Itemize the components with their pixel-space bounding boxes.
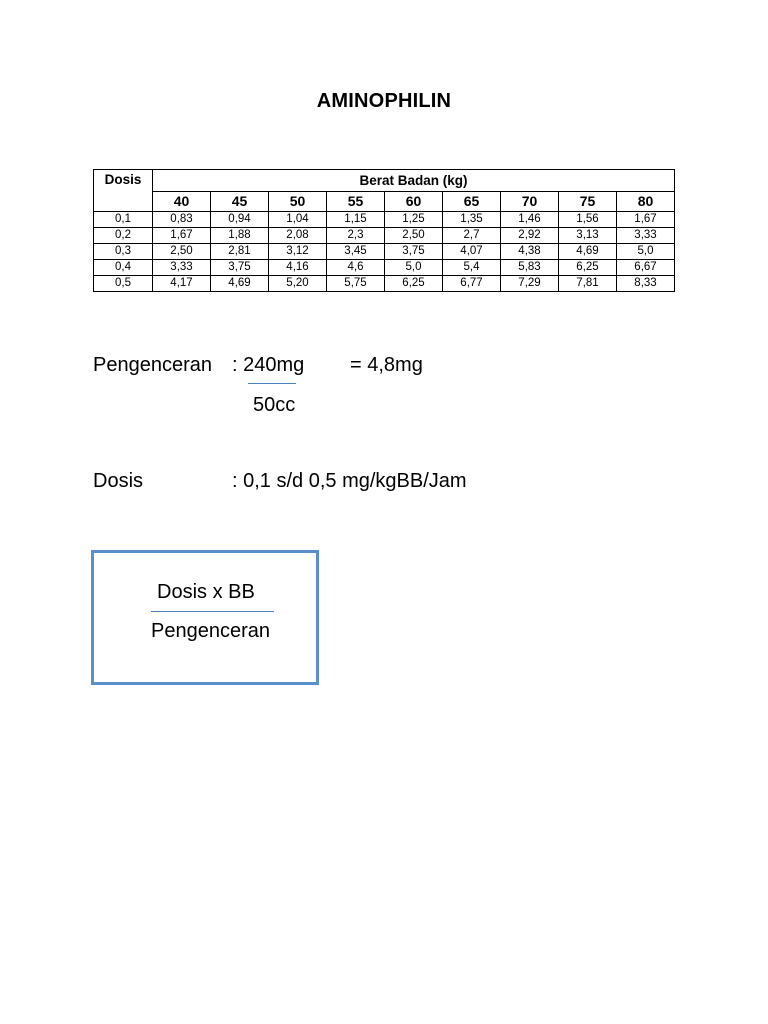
weight-group-header: Berat Badan (kg) — [153, 170, 675, 192]
value-cell: 4,38 — [501, 244, 559, 260]
table-row — [94, 276, 675, 292]
value-cell: 2,50 — [153, 244, 211, 260]
weight-header-row — [94, 192, 675, 212]
value-cell: 3,75 — [211, 260, 269, 276]
value-cell: 5,4 — [443, 260, 501, 276]
weight-header-cell: 75 — [559, 192, 617, 212]
dose-cell: 0,4 — [94, 260, 153, 276]
value-cell: 3,33 — [153, 260, 211, 276]
formula-numerator: Dosis x BB — [157, 581, 255, 603]
value-cell: 1,88 — [211, 228, 269, 244]
weight-header-cell: 60 — [385, 192, 443, 212]
value-cell: 3,13 — [559, 228, 617, 244]
value-cell: 7,29 — [501, 276, 559, 292]
weight-header-cell: 50 — [269, 192, 327, 212]
pengenceran-numerator: : 240mg — [232, 354, 305, 376]
dosis-label: Dosis — [93, 470, 144, 492]
value-cell: 4,07 — [443, 244, 501, 260]
value-cell: 1,67 — [617, 212, 675, 228]
value-cell: 5,83 — [501, 260, 559, 276]
pengenceran-denominator: 50cc — [253, 394, 296, 416]
value-cell: 6,25 — [385, 276, 443, 292]
weight-header-cell: 80 — [617, 192, 675, 212]
value-cell: 5,20 — [269, 276, 327, 292]
dose-cell: 0,3 — [94, 244, 153, 260]
value-cell: 5,75 — [327, 276, 385, 292]
table-row — [94, 228, 675, 244]
weight-header-cell: 55 — [327, 192, 385, 212]
value-cell: 1,35 — [443, 212, 501, 228]
weight-header-cell: 40 — [153, 192, 211, 212]
pengenceran-fraction-line — [248, 383, 296, 384]
value-cell: 1,04 — [269, 212, 327, 228]
value-cell: 2,7 — [443, 228, 501, 244]
value-cell: 3,12 — [269, 244, 327, 260]
pengenceran-label: Pengenceran — [93, 354, 212, 376]
value-cell: 1,56 — [559, 212, 617, 228]
value-cell: 5,0 — [385, 260, 443, 276]
formula-box — [91, 550, 319, 685]
value-cell: 2,92 — [501, 228, 559, 244]
dosis-column-header: Dosis — [94, 170, 153, 212]
value-cell: 4,69 — [559, 244, 617, 260]
value-cell: 6,77 — [443, 276, 501, 292]
value-cell: 6,67 — [617, 260, 675, 276]
value-cell: 6,25 — [559, 260, 617, 276]
value-cell: 2,50 — [385, 228, 443, 244]
value-cell: 5,0 — [617, 244, 675, 260]
pengenceran-result: = 4,8mg — [350, 354, 423, 376]
table-row — [94, 212, 675, 228]
value-cell: 3,45 — [327, 244, 385, 260]
weight-header-cell: 65 — [443, 192, 501, 212]
value-cell: 0,94 — [211, 212, 269, 228]
value-cell: 2,3 — [327, 228, 385, 244]
weight-header-cell: 45 — [211, 192, 269, 212]
value-cell: 4,6 — [327, 260, 385, 276]
value-cell: 1,67 — [153, 228, 211, 244]
dose-cell: 0,5 — [94, 276, 153, 292]
value-cell: 1,46 — [501, 212, 559, 228]
formula-fraction-line — [151, 611, 274, 612]
table-header-row — [94, 170, 675, 192]
table-row — [94, 244, 675, 260]
dose-cell: 0,2 — [94, 228, 153, 244]
value-cell: 7,81 — [559, 276, 617, 292]
table-row — [94, 260, 675, 276]
value-cell: 8,33 — [617, 276, 675, 292]
value-cell: 3,75 — [385, 244, 443, 260]
formula-denominator: Pengenceran — [151, 620, 270, 642]
value-cell: 0,83 — [153, 212, 211, 228]
value-cell: 4,17 — [153, 276, 211, 292]
value-cell: 2,81 — [211, 244, 269, 260]
weight-header-cell: 70 — [501, 192, 559, 212]
page-title: AMINOPHILIN — [316, 90, 452, 112]
value-cell: 4,69 — [211, 276, 269, 292]
dose-table — [93, 169, 675, 292]
value-cell: 3,33 — [617, 228, 675, 244]
value-cell: 1,15 — [327, 212, 385, 228]
value-cell: 1,25 — [385, 212, 443, 228]
value-cell: 4,16 — [269, 260, 327, 276]
value-cell: 2,08 — [269, 228, 327, 244]
dose-cell: 0,1 — [94, 212, 153, 228]
dosis-value: : 0,1 s/d 0,5 mg/kgBB/Jam — [232, 470, 467, 492]
